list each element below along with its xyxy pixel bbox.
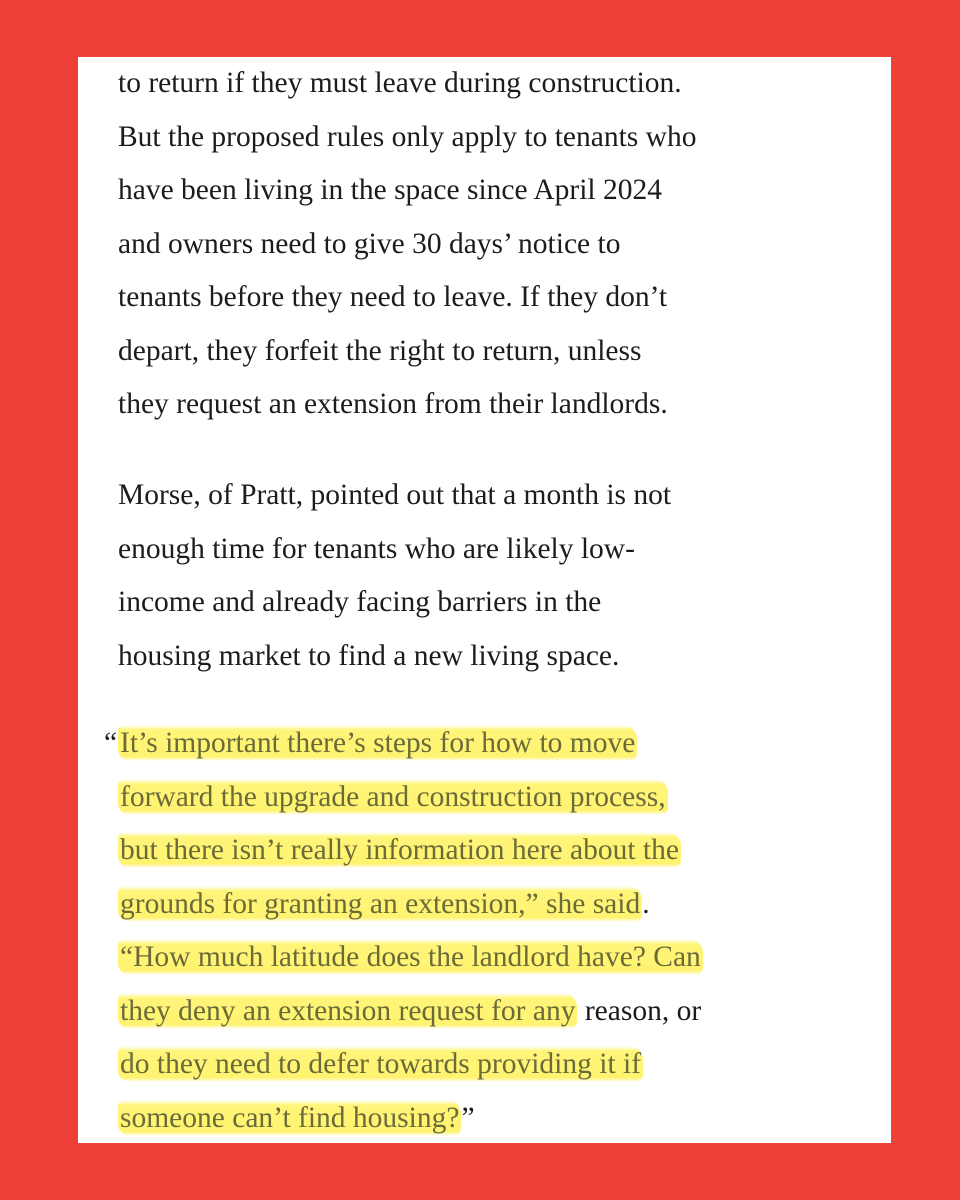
paragraph-line: housing market to find a new living space. bbox=[118, 639, 620, 672]
quote-line bbox=[118, 985, 858, 1039]
plain-text: ” bbox=[461, 1101, 475, 1134]
paragraph-line: depart, they forfeit the right to return, unless bbox=[118, 334, 642, 367]
paragraph-line: But the proposed rules only apply to tenants who bbox=[118, 120, 697, 153]
paragraph-2 bbox=[118, 469, 858, 683]
open-quote-mark: “ bbox=[104, 727, 118, 759]
quote-line bbox=[118, 771, 858, 825]
plain-text: reason, or bbox=[577, 994, 702, 1027]
highlighted-text: but there isn’t really information here about the bbox=[120, 834, 679, 866]
article-card bbox=[78, 57, 891, 1143]
paragraph-1 bbox=[118, 57, 858, 432]
paragraph-line: have been living in the space since April 2024 bbox=[118, 174, 662, 206]
quote-line bbox=[118, 931, 858, 985]
highlighted-text: “How much latitude does the landlord have? Can bbox=[120, 941, 701, 973]
highlighted-text: they deny an extension request for any bbox=[120, 994, 576, 1027]
quote-line bbox=[104, 717, 858, 771]
highlighted-text: forward the upgrade and construction process, bbox=[120, 780, 666, 813]
paragraph-line: income and already facing barriers in the bbox=[118, 586, 602, 618]
paragraph-line: to return if they must leave during construction. bbox=[118, 67, 682, 99]
quote-line bbox=[118, 878, 858, 932]
paragraph-line: enough time for tenants who are likely low- bbox=[118, 532, 635, 565]
highlighted-text: grounds for granting an extension,” she said bbox=[120, 887, 641, 920]
quote-line bbox=[118, 1038, 858, 1092]
paragraph-line: they request an extension from their landlords. bbox=[118, 388, 668, 420]
plain-text: . bbox=[642, 887, 650, 920]
quote-line bbox=[118, 1092, 858, 1144]
paragraph-line: Morse, of Pratt, pointed out that a month is not bbox=[118, 479, 672, 511]
highlighted-text: It’s important there’s steps for how to move bbox=[120, 727, 636, 759]
highlighted-text: do they need to defer towards providing it if bbox=[120, 1048, 642, 1080]
highlighted-text: someone can’t find housing? bbox=[120, 1101, 460, 1134]
paragraph-line: and owners need to give 30 days’ notice to bbox=[118, 227, 621, 260]
highlighted-quote bbox=[104, 717, 858, 1143]
quote-line bbox=[118, 824, 858, 878]
paragraph-line: tenants before they need to leave. If they don’t bbox=[118, 281, 668, 313]
